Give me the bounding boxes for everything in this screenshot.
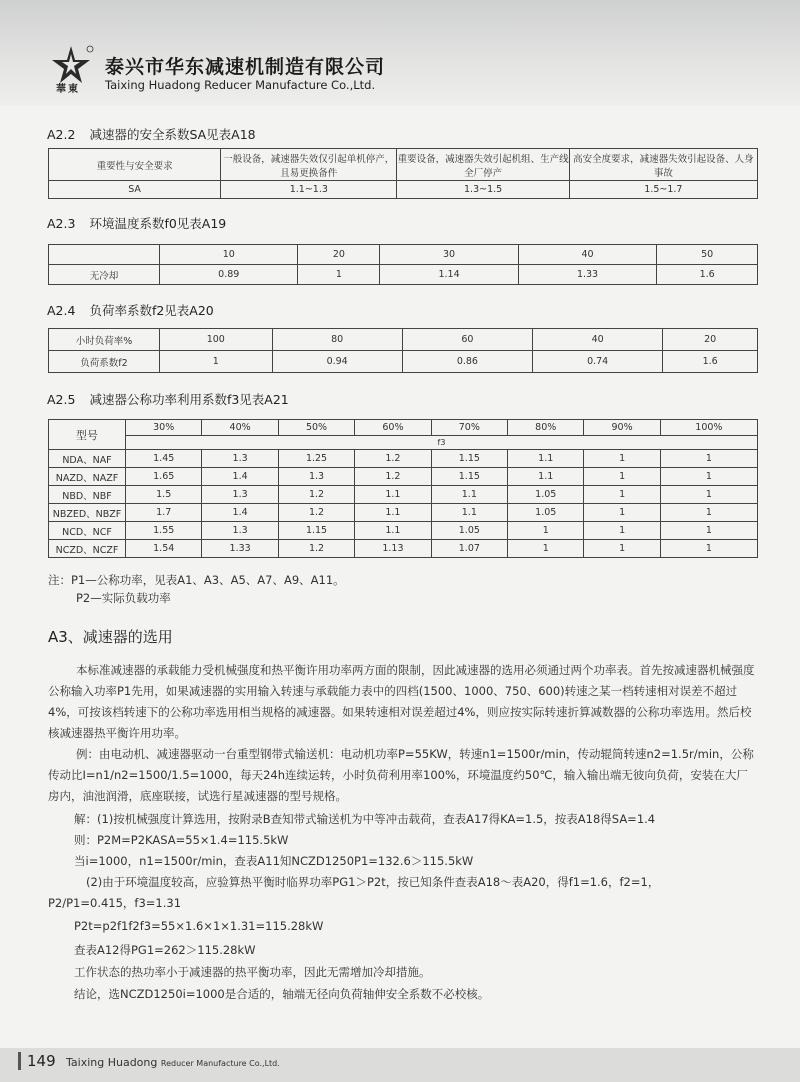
section-a24-heading — [47, 301, 214, 319]
table-cell: 1.3 — [202, 450, 278, 468]
table-cell: 10 — [160, 245, 298, 265]
table-cell: 1.5~1.7 — [569, 181, 757, 199]
table-cell: SA — [49, 181, 221, 199]
table-cell: 1 — [508, 540, 584, 558]
table-a21 — [48, 419, 758, 558]
table-cell: 40 — [533, 329, 663, 351]
table-a18 — [48, 148, 758, 199]
table-cell: 1.07 — [431, 540, 507, 558]
solution-step1-formula: 则：P2M=P2KASA=55×1.4=115.5kW — [74, 833, 289, 847]
table-cell: 0.86 — [402, 351, 532, 373]
solution-step2-values: P2/P1=0.415，f3=1.31 — [48, 896, 182, 910]
table-cell: 100 — [160, 329, 273, 351]
table-header-cell: 60% — [355, 420, 431, 436]
table-cell: 1.15 — [278, 522, 354, 540]
table-cell: NCD、NCF — [49, 522, 126, 540]
table-cell: 重要设备，减速器失效引起机组、生产线全厂停产 — [397, 149, 569, 181]
table-cell: 1.3 — [202, 522, 278, 540]
table-cell: 30 — [380, 245, 518, 265]
section-number: A2.2 — [47, 127, 76, 142]
table-cell: 1.1 — [431, 504, 507, 522]
table-cell: 1.5 — [126, 486, 202, 504]
table-cell: 1.65 — [126, 468, 202, 486]
table-header-cell: 80% — [508, 420, 584, 436]
table-cell: 1.15 — [431, 450, 507, 468]
solution-step1-check: 当i=1000，n1=1500r/min，查表A11知NCZD1250P1=132.6＞115.5kW — [74, 854, 474, 868]
table-cell: 1.15 — [431, 468, 507, 486]
table-cell: 60 — [402, 329, 532, 351]
table-cell: 1 — [584, 522, 660, 540]
table-cell: 1.45 — [126, 450, 202, 468]
solution-step2: (2)由于环境温度较高，应验算热平衡时临界功率PG1＞P2t，按已知条件查表A18～表A20，得f1=1.6，f2=1， — [86, 875, 660, 889]
table-header-cell: 100% — [660, 420, 757, 436]
table-a19 — [48, 244, 758, 285]
table-cell: 1.33 — [518, 265, 656, 285]
table-cell: 1 — [584, 450, 660, 468]
table-cell: 1.1 — [355, 522, 431, 540]
table-cell: 1 — [584, 468, 660, 486]
table-cell: 1 — [160, 351, 273, 373]
table-cell: 1.2 — [355, 468, 431, 486]
note-p1: 注：P1—公称功率，见表A1、A3、A5、A7、A9、A11。 — [48, 573, 345, 587]
table-cell: 1.3 — [202, 486, 278, 504]
company-name-en: Taixing Huadong Reducer Manufacture Co.,Ltd. — [105, 78, 376, 92]
section-number: A2.4 — [47, 303, 76, 318]
table-cell: 1 — [660, 540, 757, 558]
note-p2: P2—实际负载功率 — [76, 591, 171, 605]
section-title: 环境温度系数f0见表A19 — [89, 216, 227, 231]
table-cell: 1.13 — [355, 540, 431, 558]
table-cell: 1.05 — [508, 486, 584, 504]
table-cell: 1.7 — [126, 504, 202, 522]
table-cell: 1.3 — [278, 468, 354, 486]
page-number: 149 — [18, 1052, 56, 1070]
table-cell: NAZD、NAZF — [49, 468, 126, 486]
table-cell: 1.05 — [431, 522, 507, 540]
section-a22-heading — [47, 125, 256, 143]
table-cell: 40 — [518, 245, 656, 265]
table-cell: 1.1 — [508, 468, 584, 486]
table-cell: 一般设备，减速器失效仅引起单机停产，且易更换备件 — [221, 149, 397, 181]
table-cell: 1 — [584, 486, 660, 504]
table-cell: 1 — [584, 504, 660, 522]
table-cell: 1.3~1.5 — [397, 181, 569, 199]
table-cell: 0.94 — [272, 351, 402, 373]
solution-conclusion: 结论，选NCZD1250i=1000是合适的，轴端无径向负荷轴伸安全系数不必校核。 — [74, 987, 490, 1001]
table-cell: NBD、NBF — [49, 486, 126, 504]
section-title: 减速器公称功率利用系数f3见表A21 — [89, 392, 289, 407]
table-cell: 0.74 — [533, 351, 663, 373]
table-cell: 1.1 — [355, 504, 431, 522]
table-cell: 1 — [298, 265, 380, 285]
paragraph-intro: 本标准减速器的承载能力受机械强度和热平衡许用功率两方面的限制，因此减速器的选用必须通过两个功率表。首先按减速器机械强度公称输入功率P1先用，如果减速器的实用输入转速与承载能力表中的四档(1500、1000、750、600)转速之某一档转速相对误差不超过4%，可按该档转速下的公称功率选用相当规格的减速器。如果转速相对误差超过4%，则应按实际转速折算减数器的公称功率选用。然后校核减速器热平衡许用功率。 — [48, 663, 755, 740]
table-cell: 1.33 — [202, 540, 278, 558]
solution-step2-check: 查表A12得PG1=262＞115.28kW — [74, 943, 256, 957]
section-a3-heading: A3、减速器的选用 — [48, 628, 173, 646]
table-cell: NCZD、NCZF — [49, 540, 126, 558]
section-number: A2.5 — [47, 392, 76, 407]
solution-step1: 解：(1)按机械强度计算选用，按附录B查知带式输送机为中等冲击载荷，查表A17得KA=1.5，按表A18得SA=1.4 — [74, 812, 656, 826]
table-cell: 1 — [660, 486, 757, 504]
table-cell: 1.6 — [663, 351, 758, 373]
table-cell: 1 — [660, 468, 757, 486]
section-number: A2.3 — [47, 216, 76, 231]
table-cell: 1 — [508, 522, 584, 540]
footer-brand-name: Taixing Huadong — [66, 1056, 158, 1069]
table-cell: 20 — [663, 329, 758, 351]
table-cell: 80 — [272, 329, 402, 351]
table-cell: 1.1~1.3 — [221, 181, 397, 199]
table-cell: 1.25 — [278, 450, 354, 468]
section-a25-heading — [47, 390, 289, 408]
table-header-cell: 30% — [126, 420, 202, 436]
table-cell: 1.4 — [202, 504, 278, 522]
table-cell: 高安全度要求，减速器失效引起设备、人身事故 — [569, 149, 757, 181]
company-name-cn: 泰兴市华东减速机制造有限公司 — [105, 56, 386, 78]
table-header-cell: 型号 — [49, 420, 126, 450]
paragraph-example: 例：由电动机、减速器驱动一台重型钢带式输送机：电动机功率P=55KW，转速n1=1500r/min，传动辊筒转速n2=1.5r/min，公称传动比I=n1/n2=1500/1.5=1000，每天24h连续运转，小时负荷利用率100%，环境温度约50℃，输入输出端无彼向负荷，安装在大厂房内，油池润滑，底座联接，试选行星减速器的型号规格。 — [48, 747, 754, 803]
table-cell: 1.05 — [508, 504, 584, 522]
table-cell: NDA、NAF — [49, 450, 126, 468]
table-cell: 1.1 — [508, 450, 584, 468]
table-cell: 1 — [660, 504, 757, 522]
table-cell: 1.2 — [278, 504, 354, 522]
table-cell: 50 — [657, 245, 758, 265]
table-cell: 无冷却 — [49, 265, 160, 285]
table-cell: 20 — [298, 245, 380, 265]
table-cell: 1.54 — [126, 540, 202, 558]
section-title: 负荷率系数f2见表A20 — [89, 303, 214, 318]
solution-step2-formula: P2t=p2f1f2f3=55×1.6×1×1.31=115.28kW — [74, 919, 324, 933]
table-cell: 1.1 — [355, 486, 431, 504]
table-cell: 1.2 — [355, 450, 431, 468]
table-subheader-cell: f3 — [126, 436, 758, 450]
table-cell: 0.89 — [160, 265, 298, 285]
table-cell: 重要性与安全要求 — [49, 149, 221, 181]
section-a23-heading — [47, 214, 226, 232]
page-header — [0, 0, 800, 106]
table-cell: 1.55 — [126, 522, 202, 540]
solution-step2-statement: 工作状态的热功率小于减速器的热平衡功率，因此无需增加冷却措施。 — [74, 965, 431, 979]
table-cell: NBZED、NBZF — [49, 504, 126, 522]
logo-text: 華東 — [56, 84, 80, 95]
table-header-cell: 90% — [584, 420, 660, 436]
table-cell: 小时负荷率% — [49, 329, 160, 351]
table-cell: 1.6 — [657, 265, 758, 285]
table-cell: 1 — [584, 540, 660, 558]
table-cell: 1.14 — [380, 265, 518, 285]
table-header-cell: 40% — [202, 420, 278, 436]
table-cell: 1 — [660, 522, 757, 540]
table-cell: 1.2 — [278, 540, 354, 558]
table-header-cell: 70% — [431, 420, 507, 436]
table-cell: 1 — [660, 450, 757, 468]
table-a20 — [48, 328, 758, 373]
section-title: 减速器的安全系数SA见表A18 — [89, 127, 256, 142]
table-cell: 负荷系数f2 — [49, 351, 160, 373]
table-header-cell: 50% — [278, 420, 354, 436]
footer-brand — [66, 1056, 280, 1069]
table-cell: 1.2 — [278, 486, 354, 504]
table-cell — [49, 245, 160, 265]
table-cell: 1.4 — [202, 468, 278, 486]
footer-brand-tail: Reducer Manufacture Co.,Ltd. — [160, 1059, 280, 1068]
table-cell: 1.1 — [431, 486, 507, 504]
